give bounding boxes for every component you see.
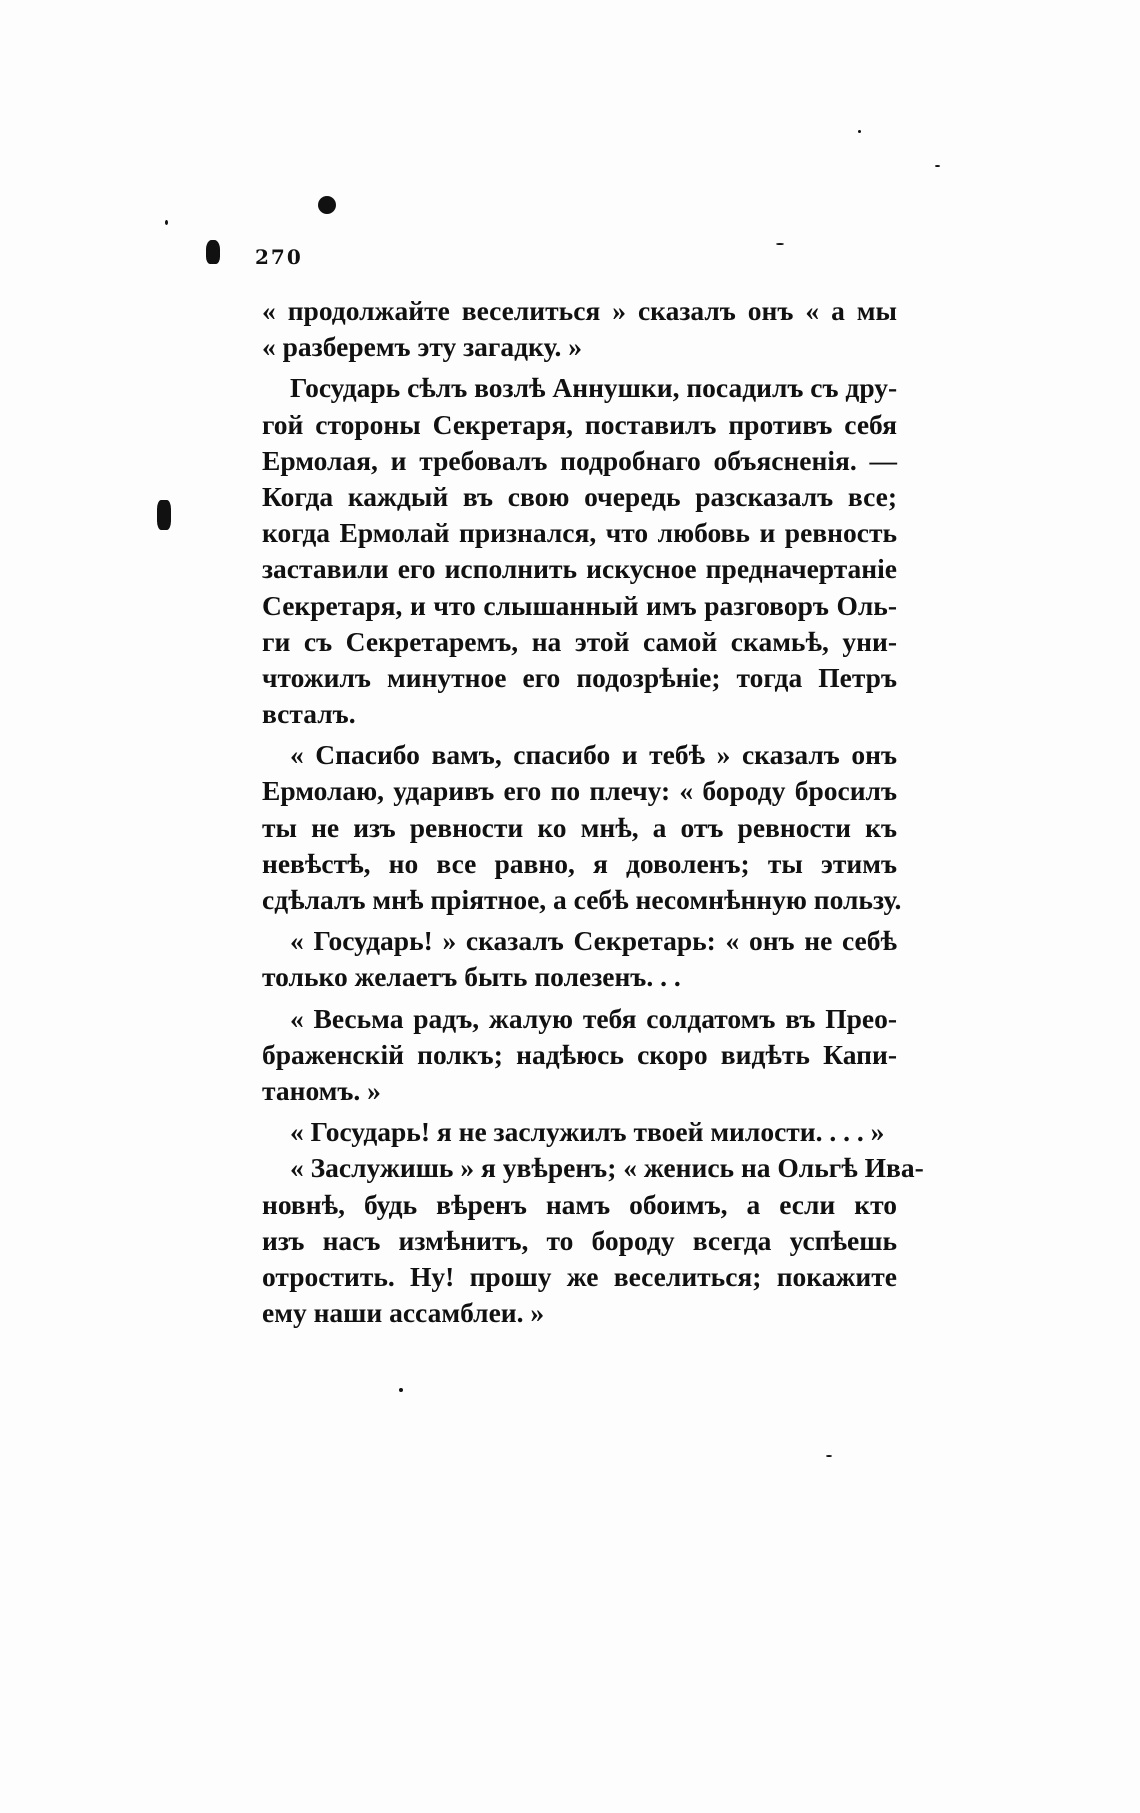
ink-blot [157, 500, 171, 530]
text-line: только желаетъ быть полезенъ. . . [262, 961, 681, 993]
paragraph [262, 737, 902, 918]
text-line: Секретаря, и что слышанный имъ разговоръ Оль- [262, 589, 897, 621]
paragraph [262, 1001, 897, 1110]
text-line: « Весьма радъ, жалую тебя солдатомъ въ Прео- [290, 1002, 897, 1034]
body-text [262, 293, 924, 1331]
text-line: « Государь! » сказалъ Секретарь: « онъ не себѣ [290, 925, 897, 957]
text-line: Государь сѣлъ возлѣ Аннушки, посадилъ съ дру- [290, 372, 898, 404]
text-line: Ермолая, и требовалъ подробнаго объясненія. — [262, 444, 897, 476]
text-line: изъ насъ измѣнитъ, то бороду всегда успѣешь [262, 1224, 897, 1256]
paragraph [262, 293, 897, 365]
ink-speck [826, 1455, 832, 1457]
text-line: ему наши ассамблеи. » [262, 1297, 545, 1329]
ink-blot [206, 240, 220, 264]
text-line: « Заслужишь » я увѣренъ; « женись на Ольгѣ Ива- [290, 1152, 924, 1184]
paragraph [262, 1114, 897, 1150]
text-line: « Спасибо вамъ, спасибо и тебѣ » сказалъ онъ [290, 739, 897, 771]
text-line: отростить. Ну! прошу же веселиться; покажите [262, 1260, 897, 1292]
text-line: чтожилъ минутное его подозрѣніе; тогда Петръ [262, 661, 897, 693]
text-line: всталъ. [262, 698, 356, 730]
text-line: ги съ Секретаремъ, на этой самой скамьѣ, уни- [262, 625, 897, 657]
ink-speck [858, 130, 861, 133]
ink-speck [935, 165, 940, 167]
paragraph [262, 923, 897, 995]
text-line: невѣстѣ, но все равно, я доволенъ; ты этимъ [262, 847, 897, 879]
text-line: Когда каждый въ свою очередь разсказалъ все; [262, 480, 897, 512]
ink-speck [165, 220, 168, 225]
text-line: « продолжайте веселиться » сказалъ онъ « а мы [262, 295, 897, 326]
text-line: таномъ. » [262, 1074, 381, 1106]
text-line: Ермолаю, ударивъ его по плечу: « бороду бросилъ [262, 775, 897, 807]
text-line: когда Ермолай признался, что любовь и ревность [262, 517, 897, 549]
text-line: браженскій полкъ; надѣюсь скоро видѣть Капи- [262, 1038, 897, 1070]
text-line: « Государь! я не заслужилъ твоей милости. . . . » [290, 1116, 885, 1148]
text-line: ты не изъ ревности ко мнѣ, а отъ ревности къ [262, 811, 897, 843]
ink-blot [318, 196, 336, 214]
ink-speck [776, 243, 784, 245]
paragraph [262, 1150, 924, 1331]
text-line: « разберемъ эту загадку. » [262, 331, 583, 363]
paragraph [262, 370, 897, 732]
text-line: сдѣлалъ мнѣ пріятное, а себѣ несомнѣнную пользу. [262, 884, 902, 915]
text-line: заставили его исполнить искусное предначертаніе [262, 553, 897, 585]
text-line: новнѣ, будь вѣренъ намъ обоимъ, а если кто [262, 1188, 897, 1220]
text-line: гой стороны Секретаря, поставилъ противъ себя [262, 408, 897, 440]
ink-speck [399, 1388, 403, 1392]
page-number: 270 [255, 245, 303, 269]
